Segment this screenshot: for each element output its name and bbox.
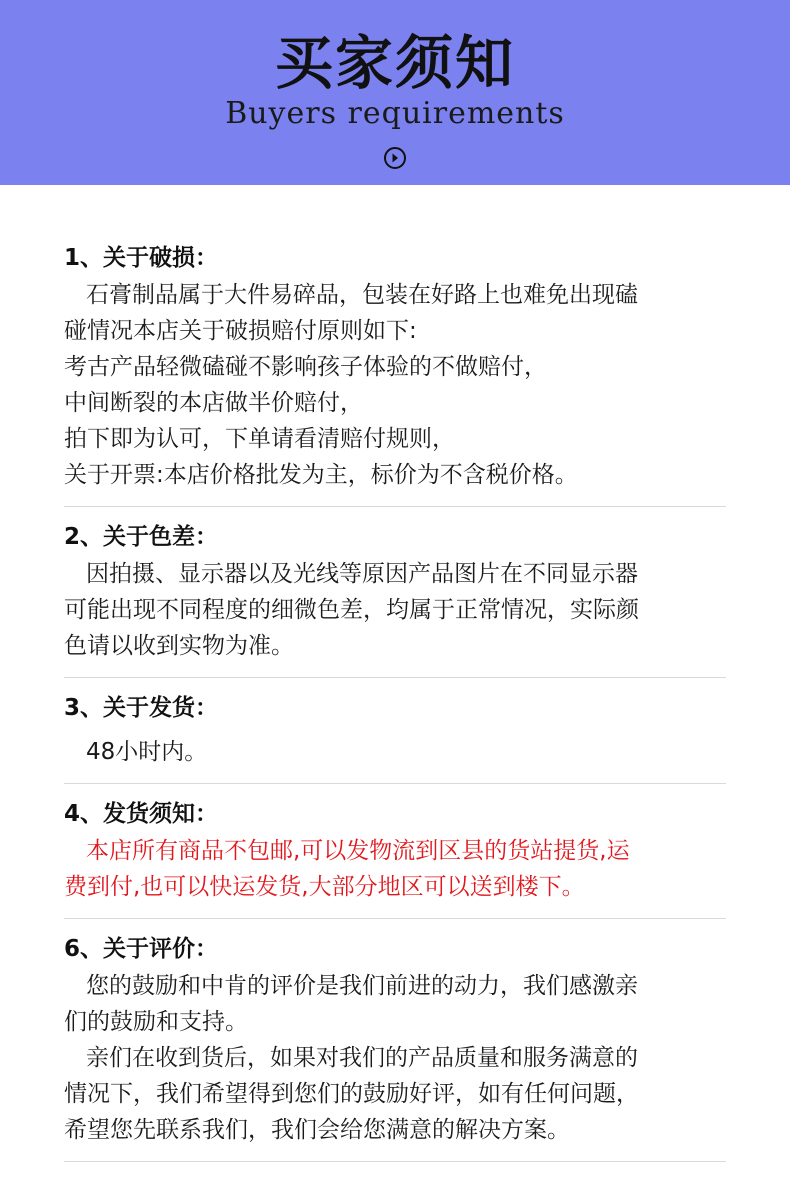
section-title: 2、关于色差： [64, 524, 219, 550]
section-text: 们的鼓励和支持。 [64, 1009, 248, 1035]
section-title: 6、关于评价： [64, 936, 219, 962]
section-text: 碰情况本店关于破损赔付原则如下: [64, 318, 417, 344]
page-title: 买家须知 [274, 29, 515, 97]
section-title: 1、关于破损： [64, 245, 219, 271]
divider [64, 506, 726, 507]
section-damage [64, 240, 726, 493]
page-subtitle: Buyers requirements [225, 96, 565, 131]
section-text: 可能出现不同程度的细微色差，均属于正常情况，实际颜 [64, 597, 639, 623]
section-text: 考古产品轻微磕碰不影响孩子体验的不做赔付， [64, 354, 547, 380]
divider [64, 783, 726, 784]
divider [64, 918, 726, 919]
section-text: 亲们在收到货后，如果对我们的产品质量和服务满意的 [86, 1045, 638, 1071]
section-text: 您的鼓励和中肯的评价是我们前进的动力，我们感激亲 [86, 973, 638, 999]
section-reviews [64, 931, 726, 1148]
section-shipping [64, 690, 726, 770]
section-text: 因拍摄、显示器以及光线等原因产品图片在不同显示器 [86, 561, 638, 587]
section-text: 关于开票:本店价格批发为主，标价为不含税价格。 [64, 462, 578, 488]
section-text: 石膏制品属于大件易碎品，包装在好路上也难免出现磕 [86, 282, 638, 308]
section-text: 拍下即为认可，下单请看清赔付规则， [64, 426, 455, 452]
section-color-difference [64, 519, 726, 664]
section-text-highlight: 本店所有商品不包邮,可以发物流到区县的货站提货,运 [86, 838, 630, 864]
section-text: 情况下，我们希望得到您们的鼓励好评，如有任何问题， [64, 1081, 639, 1107]
section-text: 48小时内。 [86, 739, 208, 765]
header-banner [0, 0, 790, 185]
section-text-highlight: 费到付,也可以快运发货,大部分地区可以送到楼下。 [64, 874, 585, 900]
section-shipping-notice [64, 796, 726, 905]
section-title: 3、关于发货： [64, 695, 219, 721]
section-text: 中间断裂的本店做半价赔付， [64, 390, 363, 416]
section-text: 色请以收到实物为准。 [64, 633, 294, 659]
circle-chevron-right-icon [383, 146, 407, 170]
divider [64, 677, 726, 678]
section-title: 4、发货须知： [64, 801, 219, 827]
notice-content [64, 240, 726, 1174]
section-text: 希望您先联系我们，我们会给您满意的解决方案。 [64, 1117, 570, 1143]
divider [64, 1161, 726, 1162]
